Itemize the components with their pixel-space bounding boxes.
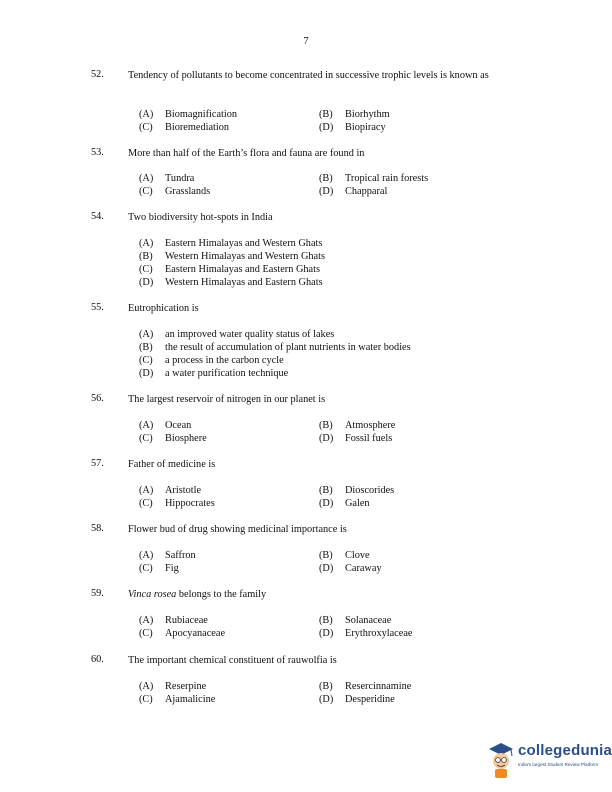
question-text: Vinca rosea belongs to the family <box>128 589 267 600</box>
option-d: (D) Biopiracy <box>319 122 386 133</box>
option-a: (A) Saffron <box>139 550 196 561</box>
option-a: (A) Tundra <box>139 173 195 184</box>
option-a: (A) Reserpine <box>139 681 207 692</box>
question-number: 56. <box>91 393 104 404</box>
option-d: (D) Western Himalayas and Eastern Ghats <box>139 277 323 288</box>
question-text: Flower bud of drug showing medicinal importance is <box>128 524 347 535</box>
question-number: 58. <box>91 523 104 534</box>
option-b: (B) Resercinnamine <box>319 681 412 692</box>
question-text: Eutrophication is <box>128 303 199 314</box>
question-text: More than half of the Earth’s flora and fauna are found in <box>128 148 365 159</box>
option-b: (B) Western Himalayas and Western Ghats <box>139 251 325 262</box>
page-number: 7 <box>303 36 309 47</box>
logo-tagline: India's largest Student Review Platform <box>518 762 599 767</box>
option-c: (C) Ajamalicine <box>139 694 216 705</box>
option-c: (C) Hippocrates <box>139 498 215 509</box>
option-c: (C) Apocyanaceae <box>139 628 226 639</box>
question-text: Father of medicine is <box>128 459 216 470</box>
option-d: (D) a water purification technique <box>139 368 289 379</box>
question-number: 54. <box>91 211 104 222</box>
question-text: The important chemical constituent of rauwolfia is <box>128 655 337 666</box>
question-number: 53. <box>91 147 104 158</box>
option-a: (A) Ocean <box>139 420 192 431</box>
option-d: (D) Fossil fuels <box>319 433 393 444</box>
collegedunia-logo <box>486 738 612 782</box>
option-a: (A) Aristotle <box>139 485 202 496</box>
option-b: (B) the result of accumulation of plant nutrients in water bodies <box>139 342 411 353</box>
option-a: (A) Eastern Himalayas and Western Ghats <box>139 238 323 249</box>
question-number: 57. <box>91 458 104 469</box>
option-c: (C) a process in the carbon cycle <box>139 355 284 366</box>
option-c: (C) Fig <box>139 563 179 574</box>
question-number: 52. <box>91 69 104 80</box>
question-number: 55. <box>91 302 104 313</box>
option-a: (A) Rubiaceae <box>139 615 208 626</box>
option-b: (B) Tropical rain forests <box>319 173 429 184</box>
question-number: 59. <box>91 588 104 599</box>
question-number: 60. <box>91 654 104 665</box>
option-b: (B) Solanaceae <box>319 615 392 626</box>
option-b: (B) Clove <box>319 550 370 561</box>
option-d: (D) Caraway <box>319 563 382 574</box>
option-c: (C) Grasslands <box>139 186 211 197</box>
option-d: (D) Galen <box>319 498 370 509</box>
question-text: The largest reservoir of nitrogen in our planet is <box>128 394 326 405</box>
option-d: (D) Erythroxylaceae <box>319 628 413 639</box>
option-b: (B) Dioscorides <box>319 485 395 496</box>
option-c: (C) Biosphere <box>139 433 207 444</box>
question-text: Tendency of pollutants to become concentrated in successive trophic levels is known as <box>128 70 489 81</box>
option-a: (A) an improved water quality status of lakes <box>139 329 335 340</box>
option-b: (B) Atmosphere <box>319 420 396 431</box>
option-d: (D) Desperidine <box>319 694 395 705</box>
option-c: (C) Bioremediation <box>139 122 230 133</box>
question-text: Two biodiversity hot-spots in India <box>128 212 273 223</box>
option-d: (D) Chapparal <box>319 186 388 197</box>
species-name: Vinca rosea <box>128 589 177 600</box>
option-c: (C) Eastern Himalayas and Eastern Ghats <box>139 264 320 275</box>
logo-wordmark: collegedunia <box>518 742 612 759</box>
mascot-icon <box>486 740 516 780</box>
option-b: (B) Biorhythm <box>319 109 390 120</box>
option-a: (A) Biomagnification <box>139 109 238 120</box>
